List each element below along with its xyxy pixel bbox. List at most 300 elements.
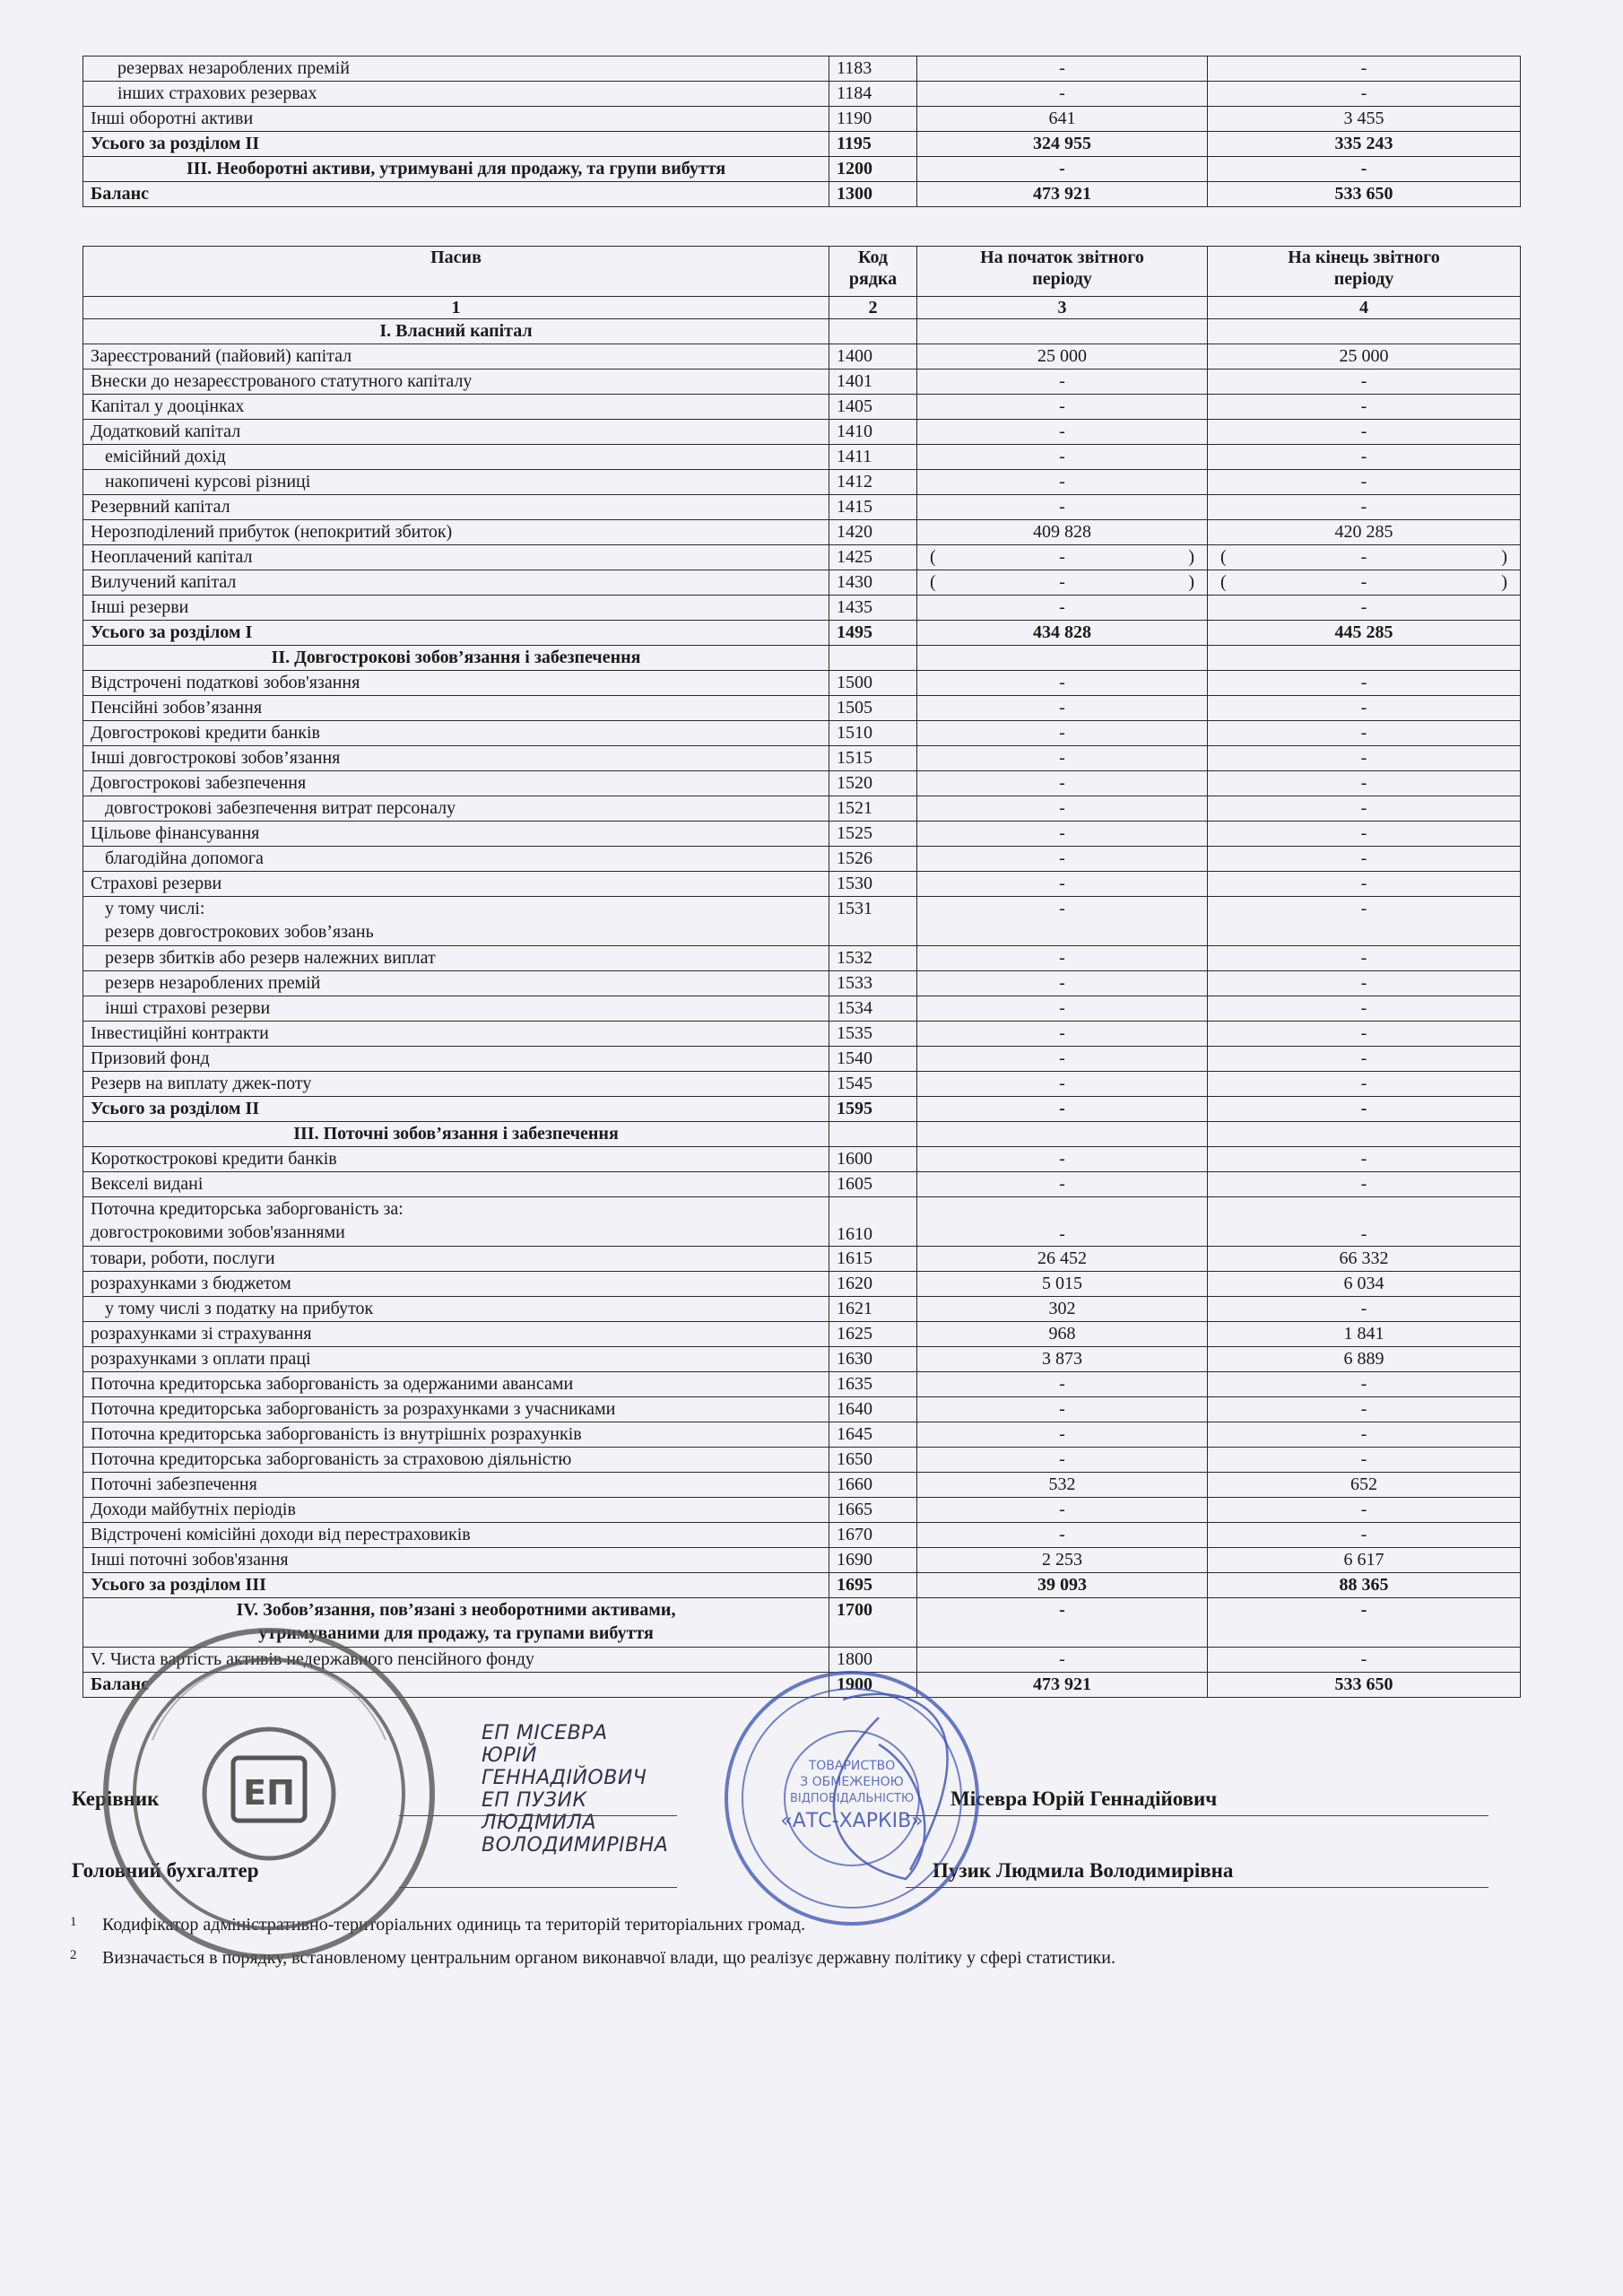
row-start-value: -: [917, 1598, 1208, 1648]
table-row: [83, 946, 1521, 971]
row-end-value: [1208, 570, 1521, 596]
table-row: [83, 107, 1521, 132]
table-row: [83, 1272, 1521, 1297]
row-label: [83, 1397, 829, 1422]
row-label-line: Довгострокові кредити банків: [91, 723, 320, 743]
row-code: 1650: [829, 1448, 917, 1473]
row-code: 1520: [829, 771, 917, 796]
row-code: 1195: [829, 132, 917, 157]
close-paren: ): [1501, 547, 1507, 567]
row-end-value: -: [1208, 157, 1521, 182]
row-label-line: розрахунками з оплати праці: [91, 1349, 311, 1369]
row-start-value: -: [917, 746, 1208, 771]
row-code: 1660: [829, 1473, 917, 1498]
row-code: 1401: [829, 370, 917, 395]
header-start: На початок звітного періоду: [917, 247, 1208, 297]
row-label-line: накопичені курсові різниці: [105, 472, 311, 491]
row-code: 1425: [829, 545, 917, 570]
row-label: [83, 570, 829, 596]
row-label: [83, 822, 829, 847]
accountant-label: Головний бухгалтер: [72, 1859, 259, 1882]
table-row: [83, 420, 1521, 445]
row-label-line: Усього за розділом III: [91, 1575, 266, 1595]
row-end-value: -: [1208, 1448, 1521, 1473]
empty-cell: [1208, 319, 1521, 344]
row-code: 1190: [829, 107, 917, 132]
table-row: [83, 1322, 1521, 1347]
row-start-value: [917, 545, 1208, 570]
row-start-value: -: [917, 57, 1208, 82]
row-start-value: 2 253: [917, 1548, 1208, 1573]
ep-seal-letters: ЕП: [243, 1773, 295, 1813]
open-paren: (: [930, 572, 936, 592]
row-label: [83, 1047, 829, 1072]
row-label-line: Інші довгострокові зобов’язання: [91, 748, 341, 768]
row-label-line-2: резерв довгострокових зобов’язань: [105, 922, 374, 942]
row-end-value: -: [1208, 1047, 1521, 1072]
row-start-value: -: [917, 596, 1208, 621]
row-label: Інші оборотні активи: [83, 107, 829, 132]
row-code: 1400: [829, 344, 917, 370]
table-row: [83, 1147, 1521, 1172]
row-label-line: інші страхові резерви: [105, 998, 271, 1018]
empty-cell: [917, 646, 1208, 671]
row-start-value: -: [917, 946, 1208, 971]
row-end-value: 445 285: [1208, 621, 1521, 646]
colnum-2: 2: [829, 297, 917, 319]
row-end-value: -: [1208, 1297, 1521, 1322]
row-code: 1530: [829, 872, 917, 897]
table-row: [83, 1072, 1521, 1097]
row-start-value: -: [917, 1172, 1208, 1197]
row-end-value: -: [1208, 796, 1521, 822]
row-label-line: Капітал у дооцінках: [91, 396, 245, 416]
table-row: [83, 1573, 1521, 1598]
row-label: [83, 1498, 829, 1523]
row-label: [83, 1297, 829, 1322]
row-end-value: -: [1208, 470, 1521, 495]
row-end-value: -: [1208, 1197, 1521, 1247]
row-label-line: Баланс: [91, 1674, 150, 1694]
row-end-value: 6 617: [1208, 1548, 1521, 1573]
row-label: [83, 596, 829, 621]
row-start-value: -: [917, 1022, 1208, 1047]
row-code: 1200: [829, 157, 917, 182]
row-label: [83, 696, 829, 721]
table-row: [83, 1172, 1521, 1197]
row-label: [83, 1247, 829, 1272]
row-end-value: -: [1208, 495, 1521, 520]
row-label-line: Додатковий капітал: [91, 422, 241, 441]
row-code: 1665: [829, 1498, 917, 1523]
row-code: 1900: [829, 1673, 917, 1698]
table-row: [83, 996, 1521, 1022]
table-row: [83, 57, 1521, 82]
row-code: 1621: [829, 1297, 917, 1322]
row-start-value: -: [917, 771, 1208, 796]
row-code: 1412: [829, 470, 917, 495]
row-code: 1505: [829, 696, 917, 721]
row-end-value: -: [1208, 971, 1521, 996]
table-row: [83, 1548, 1521, 1573]
row-label: [83, 1072, 829, 1097]
row-end-value: -: [1208, 847, 1521, 872]
table-row: [83, 1523, 1521, 1548]
row-end-value: 25 000: [1208, 344, 1521, 370]
empty-cell: [829, 319, 917, 344]
row-end-value: -: [1208, 82, 1521, 107]
row-label-line: IV. Зобов’язання, пов’язані з необоротними активами,: [236, 1600, 676, 1620]
row-end-value: -: [1208, 696, 1521, 721]
row-code: 1411: [829, 445, 917, 470]
ep-signature-accountant: ЕП ПУЗИК ЛЮДМИЛА ВОЛОДИМИРІВНА: [482, 1789, 669, 1857]
row-start-value: -: [917, 1097, 1208, 1122]
row-label: [83, 1523, 829, 1548]
row-code: 1525: [829, 822, 917, 847]
table-row: [83, 570, 1521, 596]
row-start-value: -: [917, 971, 1208, 996]
row-label-line: Відстрочені податкові зобов'язання: [91, 673, 360, 692]
row-label: [83, 1097, 829, 1122]
row-start-value: -: [917, 395, 1208, 420]
row-label-line: Цільове фінансування: [91, 823, 260, 843]
row-label-line: Усього за розділом I: [91, 622, 253, 642]
row-end-value: 533 650: [1208, 1673, 1521, 1698]
row-start-value: -: [917, 1397, 1208, 1422]
row-label: Усього за розділом II: [83, 132, 829, 157]
table-row: [83, 495, 1521, 520]
row-label: [83, 495, 829, 520]
row-start-value: 434 828: [917, 621, 1208, 646]
row-code: 1515: [829, 746, 917, 771]
row-code: 1595: [829, 1097, 917, 1122]
row-code: 1532: [829, 946, 917, 971]
row-code: 1670: [829, 1523, 917, 1548]
row-label: [83, 1272, 829, 1297]
row-code: 1495: [829, 621, 917, 646]
row-start-value: -: [917, 1197, 1208, 1247]
row-start-value: -: [917, 445, 1208, 470]
row-label: [83, 370, 829, 395]
row-start-value: -: [917, 847, 1208, 872]
row-start-value: -: [917, 1648, 1208, 1673]
director-sign-line: [399, 1815, 677, 1816]
row-code: 1415: [829, 495, 917, 520]
table-row: [83, 370, 1521, 395]
row-end-value: 6 034: [1208, 1272, 1521, 1297]
table-row: [83, 771, 1521, 796]
row-code: 1800: [829, 1648, 917, 1673]
header-end: На кінець звітного періоду: [1208, 247, 1521, 297]
table-row: [83, 445, 1521, 470]
row-label: [83, 1172, 829, 1197]
row-label-line: Пенсійні зобов’язання: [91, 698, 263, 718]
row-code: 1535: [829, 1022, 917, 1047]
row-code: 1534: [829, 996, 917, 1022]
ep-signature-text: [482, 1722, 669, 1857]
row-start-value: 473 921: [917, 182, 1208, 207]
row-label: [83, 847, 829, 872]
row-start-value: -: [917, 1372, 1208, 1397]
row-code: 1605: [829, 1172, 917, 1197]
row-code: 1510: [829, 721, 917, 746]
table-row: [83, 897, 1521, 946]
row-label-line: Резерв на виплату джек-поту: [91, 1074, 312, 1093]
value: -: [1360, 572, 1367, 592]
row-label: [83, 1347, 829, 1372]
row-end-value: -: [1208, 445, 1521, 470]
row-code: 1635: [829, 1372, 917, 1397]
empty-cell: [917, 319, 1208, 344]
row-label: [83, 996, 829, 1022]
row-label-line: Внески до незареєстрованого статутного капіталу: [91, 371, 473, 391]
row-label-line: Усього за розділом II: [91, 1099, 260, 1118]
row-label: [83, 946, 829, 971]
row-end-value: 420 285: [1208, 520, 1521, 545]
svg-text:«АТС-ХАРКІВ»: «АТС-ХАРКІВ»: [780, 1810, 924, 1832]
table-row: [83, 796, 1521, 822]
row-code: 1500: [829, 671, 917, 696]
accountant-name: Пузик Людмила Володимирівна: [933, 1859, 1234, 1882]
row-code: 1540: [829, 1047, 917, 1072]
footnote-2-text: Визначається в порядку, встановленому центральним органом виконавчої влади, що реалізує державну політику у сфері статистики.: [102, 1948, 1115, 1968]
row-label: [83, 1322, 829, 1347]
table-row: [83, 1372, 1521, 1397]
table-row: [83, 1498, 1521, 1523]
row-label: [83, 1372, 829, 1397]
row-code: 1625: [829, 1322, 917, 1347]
section-header-row: [83, 1122, 1521, 1147]
accountant-sign-line: [399, 1887, 677, 1888]
table-row: [83, 621, 1521, 646]
row-label-line: Векселі видані: [91, 1174, 204, 1194]
section-title: III. Поточні зобов’язання і забезпечення: [83, 1122, 829, 1147]
row-label-line: Відстрочені комісійні доходи від перестраховиків: [91, 1525, 471, 1544]
row-code: 1700: [829, 1598, 917, 1648]
row-end-value: 652: [1208, 1473, 1521, 1498]
table-row: [83, 1247, 1521, 1272]
row-end-value: -: [1208, 1022, 1521, 1047]
row-start-value: -: [917, 82, 1208, 107]
row-end-value: 88 365: [1208, 1573, 1521, 1598]
row-start-value: -: [917, 1448, 1208, 1473]
table-row: [83, 1347, 1521, 1372]
row-start-value: -: [917, 470, 1208, 495]
table-row: [83, 344, 1521, 370]
row-label: [83, 344, 829, 370]
row-code: 1640: [829, 1397, 917, 1422]
parenthesized-value: [924, 545, 1200, 569]
section-header-row: [83, 646, 1521, 671]
footnote-1-number: 1: [70, 1915, 77, 1929]
row-start-value: -: [917, 696, 1208, 721]
row-code: 1610: [829, 1197, 917, 1247]
row-label-line: Поточна кредиторська заборгованість за страховою діяльністю: [91, 1449, 572, 1469]
row-end-value: -: [1208, 671, 1521, 696]
row-end-value: -: [1208, 1648, 1521, 1673]
row-code: 1435: [829, 596, 917, 621]
row-label: [83, 1473, 829, 1498]
table-row: [83, 596, 1521, 621]
empty-cell: [829, 646, 917, 671]
row-end-value: 6 889: [1208, 1347, 1521, 1372]
row-start-value: [917, 570, 1208, 596]
liabilities-table: [82, 246, 1521, 1698]
row-start-value: -: [917, 157, 1208, 182]
row-start-value: -: [917, 1523, 1208, 1548]
row-label-line: резерв збитків або резерв належних виплат: [105, 948, 436, 968]
svg-text:ТОВАРИСТВО: ТОВАРИСТВО: [808, 1759, 896, 1773]
row-label-line: довгострокові забезпечення витрат персоналу: [105, 798, 456, 818]
row-label-line: V. Чиста вартість активів недержавного пенсійного фонду: [91, 1649, 534, 1669]
row-code: 1420: [829, 520, 917, 545]
table-row: [83, 545, 1521, 570]
row-start-value: 25 000: [917, 344, 1208, 370]
row-code: 1184: [829, 82, 917, 107]
row-label: [83, 1573, 829, 1598]
director-label: Керівник: [72, 1787, 160, 1810]
row-label: III. Необоротні активи, утримувані для продажу, та групи вибуття: [83, 157, 829, 182]
footnote-2-number: 2: [70, 1948, 77, 1962]
row-label: [83, 545, 829, 570]
row-label: резервах незароблених премій: [83, 57, 829, 82]
row-code: 1300: [829, 182, 917, 207]
close-paren: ): [1188, 547, 1194, 567]
table-row: [83, 671, 1521, 696]
row-code: 1526: [829, 847, 917, 872]
row-label: [83, 971, 829, 996]
row-end-value: 3 455: [1208, 107, 1521, 132]
row-label: [83, 470, 829, 495]
row-start-value: -: [917, 1147, 1208, 1172]
table-row: [83, 971, 1521, 996]
open-paren: (: [1220, 572, 1227, 592]
row-label-line: емісійний дохід: [105, 447, 226, 466]
open-paren: (: [930, 547, 936, 567]
table-row: [83, 1097, 1521, 1122]
row-start-value: -: [917, 370, 1208, 395]
open-paren: (: [1220, 547, 1227, 567]
row-label-line-2: утримуваними для продажу, та групами вибуття: [258, 1623, 654, 1643]
row-label-line: товари, роботи, послуги: [91, 1248, 275, 1268]
ep-signature-director: ЕП МІСЕВРА ЮРІЙ ГЕННАДІЙОВИЧ: [482, 1722, 647, 1789]
row-code: 1405: [829, 395, 917, 420]
row-label: інших страхових резервах: [83, 82, 829, 107]
svg-text:З ОБМЕЖЕНОЮ: З ОБМЕЖЕНОЮ: [800, 1775, 904, 1789]
row-start-value: -: [917, 1047, 1208, 1072]
row-label-line: Неоплачений капітал: [91, 547, 253, 567]
row-code: 1410: [829, 420, 917, 445]
row-start-value: 302: [917, 1297, 1208, 1322]
table-row: [83, 1422, 1521, 1448]
row-end-value: -: [1208, 1498, 1521, 1523]
table-row: [83, 872, 1521, 897]
row-code: 1620: [829, 1272, 917, 1297]
row-end-value: -: [1208, 1397, 1521, 1422]
row-end-value: -: [1208, 1422, 1521, 1448]
table-row: [83, 1047, 1521, 1072]
row-label-line: Призовий фонд: [91, 1048, 210, 1068]
empty-cell: [1208, 1122, 1521, 1147]
row-code: 1630: [829, 1347, 917, 1372]
row-label: [83, 1197, 829, 1247]
row-start-value: 968: [917, 1322, 1208, 1347]
assets-table-continuation: [82, 56, 1521, 207]
row-end-value: -: [1208, 771, 1521, 796]
table-row: [83, 395, 1521, 420]
table-row: [83, 696, 1521, 721]
section-title: II. Довгострокові зобов’язання і забезпечення: [83, 646, 829, 671]
close-paren: ): [1188, 572, 1194, 592]
row-end-value: -: [1208, 1372, 1521, 1397]
row-start-value: 39 093: [917, 1573, 1208, 1598]
row-start-value: -: [917, 796, 1208, 822]
row-code: 1645: [829, 1422, 917, 1448]
row-code: 1690: [829, 1548, 917, 1573]
close-paren: ): [1501, 572, 1507, 592]
row-start-value: -: [917, 495, 1208, 520]
table-row: [83, 822, 1521, 847]
row-start-value: -: [917, 822, 1208, 847]
row-label-line: у тому числі:: [105, 899, 205, 918]
row-end-value: -: [1208, 897, 1521, 946]
row-code: 1615: [829, 1247, 917, 1272]
table-row: [83, 746, 1521, 771]
row-code: 1695: [829, 1573, 917, 1598]
table-row: [83, 1022, 1521, 1047]
row-end-value: -: [1208, 1097, 1521, 1122]
row-label-line: резерв незароблених премій: [105, 973, 321, 993]
table-row: [83, 1297, 1521, 1322]
row-label: [83, 445, 829, 470]
row-end-value: -: [1208, 1147, 1521, 1172]
row-label-line: Нерозподілений прибуток (непокритий збиток): [91, 522, 453, 542]
section-header-row: [83, 319, 1521, 344]
row-label-line: Зареєстрований (пайовий) капітал: [91, 346, 352, 366]
row-label: [83, 671, 829, 696]
table-row: [83, 157, 1521, 182]
row-end-value: -: [1208, 872, 1521, 897]
section-title: I. Власний капітал: [83, 319, 829, 344]
svg-text:ВІДПОВІДАЛЬНІСТЮ: ВІДПОВІДАЛЬНІСТЮ: [789, 1792, 915, 1805]
row-start-value: -: [917, 897, 1208, 946]
table-row: [83, 1473, 1521, 1498]
row-code: 1430: [829, 570, 917, 596]
row-label-line: розрахунками з бюджетом: [91, 1274, 291, 1293]
row-label: [83, 520, 829, 545]
row-label-line: Поточна кредиторська заборгованість за розрахунками з учасниками: [91, 1399, 616, 1419]
row-end-value: -: [1208, 822, 1521, 847]
row-start-value: 409 828: [917, 520, 1208, 545]
row-end-value: 533 650: [1208, 182, 1521, 207]
row-end-value: 335 243: [1208, 132, 1521, 157]
director-name: Місевра Юрій Геннадійович: [950, 1787, 1218, 1810]
row-end-value: -: [1208, 1172, 1521, 1197]
row-start-value: -: [917, 1422, 1208, 1448]
row-label-line: Довгострокові забезпечення: [91, 773, 307, 793]
colnum-3: 3: [917, 297, 1208, 319]
row-label-line: у тому числі з податку на прибуток: [105, 1299, 374, 1318]
header-code: Код рядка: [829, 247, 917, 297]
row-label: [83, 1147, 829, 1172]
parenthesized-value: [924, 570, 1200, 594]
table-row: [83, 470, 1521, 495]
row-code: 1531: [829, 897, 917, 946]
row-start-value: 5 015: [917, 1272, 1208, 1297]
row-label-line: благодійна допомога: [105, 848, 264, 868]
row-end-value: -: [1208, 721, 1521, 746]
row-label: [83, 721, 829, 746]
